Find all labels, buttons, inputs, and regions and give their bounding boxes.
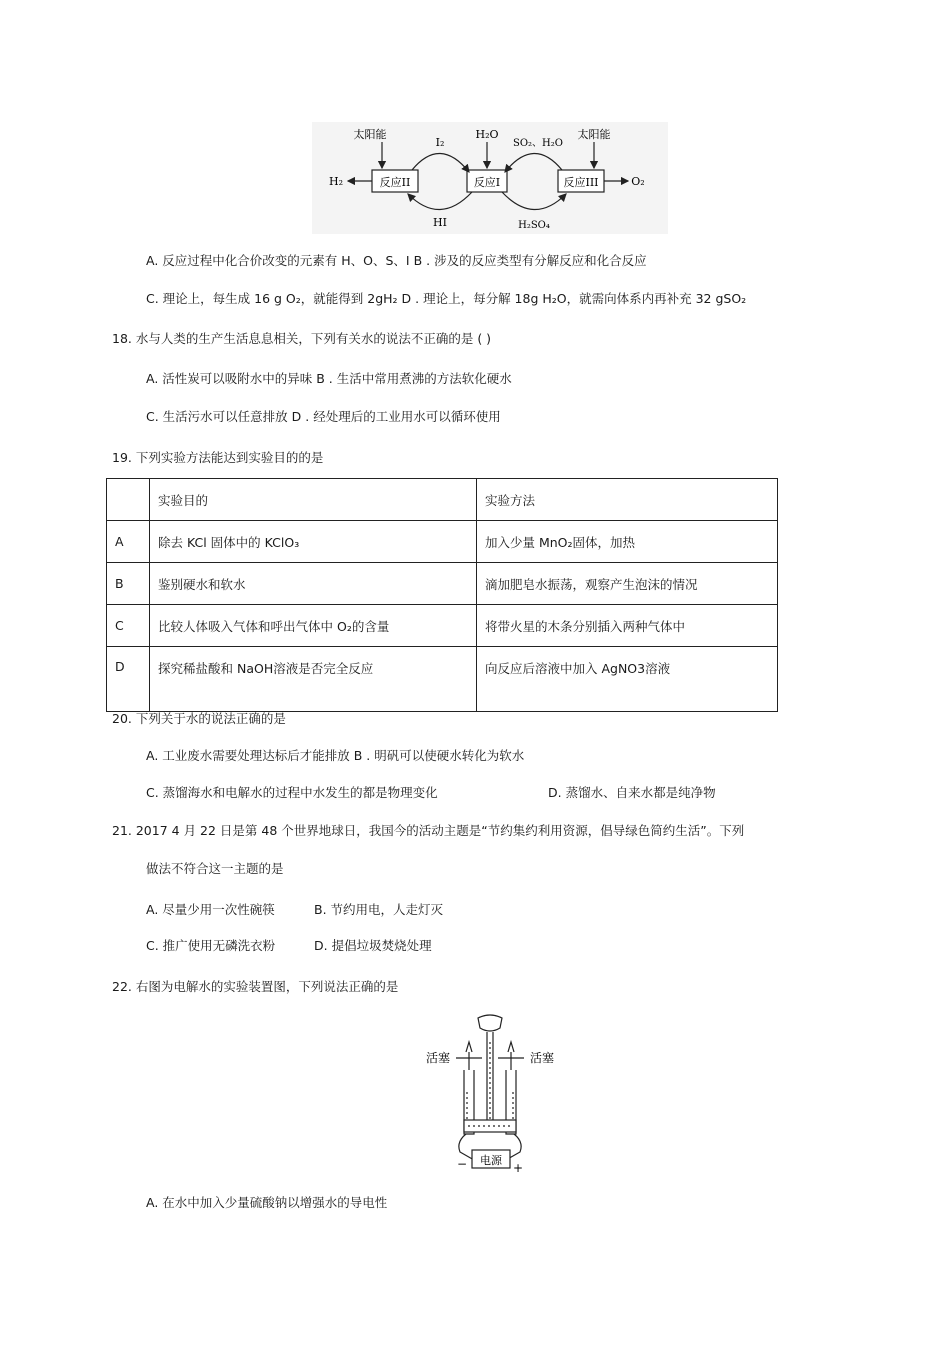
table-cell: C (107, 605, 150, 647)
q21-option-a: A. 尽量少用一次性碗筷 (146, 902, 275, 917)
q21-option-c: C. 推广使用无磷洗衣粉 (146, 938, 276, 953)
reaction-cycle-diagram (312, 122, 668, 234)
table-header-cell (107, 479, 150, 521)
table-header-cell: 实验方法 (477, 479, 778, 521)
q18-stem: 18. 水与人类的生产生活息息相关，下列有关水的说法不正确的是 ( ) (112, 331, 492, 346)
experiment-table (106, 478, 778, 712)
o2-label: O₂ (631, 175, 645, 188)
negative-terminal-label: − (456, 1157, 468, 1171)
solar-label-right: 太阳能 (577, 128, 611, 141)
table-cell: 探究稀盐酸和 NaOH溶液是否完全反应 (150, 647, 477, 712)
q19-stem: 19. 下列实验方法能达到实验目的的是 (112, 450, 324, 465)
reaction-i-label: 反应I (473, 176, 501, 189)
table-cell: 加入少量 MnO₂固体，加热 (477, 521, 778, 563)
reaction-iii-label: 反应III (563, 176, 599, 189)
q17-option-c: C. 理论上，每生成 16 g O₂，就能得到 2gH₂ D . 理论上，每分解 18g H₂O，就需向体系内再补充 32 gSO₂ (146, 291, 747, 306)
q18-option-a: A. 活性炭可以吸附水中的异味 B . 生活中常用煮沸的方法软化硬水 (146, 371, 512, 386)
power-source-label: 电源 (480, 1154, 502, 1167)
q20-stem: 20. 下列关于水的说法正确的是 (112, 711, 286, 726)
q22-stem: 22. 右图为电解水的实验装置图，下列说法正确的是 (112, 979, 399, 994)
table-cell: 鉴别硬水和软水 (150, 563, 477, 605)
q20-option-c: C. 蒸馏海水和电解水的过程中水发生的都是物理变化 (146, 785, 438, 800)
positive-terminal-label: + (512, 1161, 524, 1174)
valve-label-right: 活塞 (529, 1051, 555, 1065)
q21-option-d: D. 提倡垃圾焚烧处理 (314, 938, 432, 953)
q20-option-a: A. 工业废水需要处理达标后才能排放 B . 明矾可以使硬水转化为软水 (146, 748, 525, 763)
q21-option-b: B. 节约用电，人走灯灭 (314, 902, 444, 917)
table-cell: B (107, 563, 150, 605)
q21-stem-line1: 21. 2017 4 月 22 日是第 48 个世界地球日，我国今的活动主题是“节约集约利用资源，倡导绿色简约生活”。下列 (112, 823, 745, 838)
table-row (107, 563, 778, 605)
q20-option-d: D. 蒸馏水、自来水都是纯净物 (548, 785, 716, 800)
electrolysis-apparatus-diagram (416, 1012, 566, 1174)
i2-label: I₂ (435, 136, 445, 149)
h2-label: H₂ (328, 175, 344, 188)
q18-option-c: C. 生活污水可以任意排放 D . 经处理后的工业用水可以循环使用 (146, 409, 501, 424)
table-row (107, 521, 778, 563)
reaction-ii-label: 反应II (379, 176, 411, 189)
q22-option-a: A. 在水中加入少量硫酸钠以增强水的导电性 (146, 1195, 388, 1210)
table-cell: 比较人体吸入气体和呼出气体中 O₂的含量 (150, 605, 477, 647)
table-row (107, 647, 778, 712)
table-cell: 滴加肥皂水振荡，观察产生泡沫的情况 (477, 563, 778, 605)
solar-label-left: 太阳能 (353, 128, 387, 141)
table-cell: 将带火星的木条分别插入两种气体中 (477, 605, 778, 647)
table-header-row (107, 479, 778, 521)
table-header-cell: 实验目的 (150, 479, 477, 521)
table-cell: A (107, 521, 150, 563)
valve-label-left: 活塞 (425, 1051, 451, 1065)
h2o-label: H₂O (475, 128, 499, 141)
hi-label: HI (433, 216, 447, 229)
q21-stem-line2: 做法不符合这一主题的是 (146, 861, 284, 876)
q17-option-a: A. 反应过程中化合价改变的元素有 H、O、S、I B . 涉及的反应类型有分解反应和化合反应 (146, 253, 647, 268)
table-cell: D (107, 647, 150, 712)
table-cell: 向反应后溶液中加入 AgNO3溶液 (477, 647, 778, 712)
table-cell: 除去 KCl 固体中的 KClO₃ (150, 521, 477, 563)
so2-h2o-label: SO₂、H₂O (513, 138, 563, 149)
table-row (107, 605, 778, 647)
h2so4-label: H₂SO₄ (518, 220, 550, 231)
